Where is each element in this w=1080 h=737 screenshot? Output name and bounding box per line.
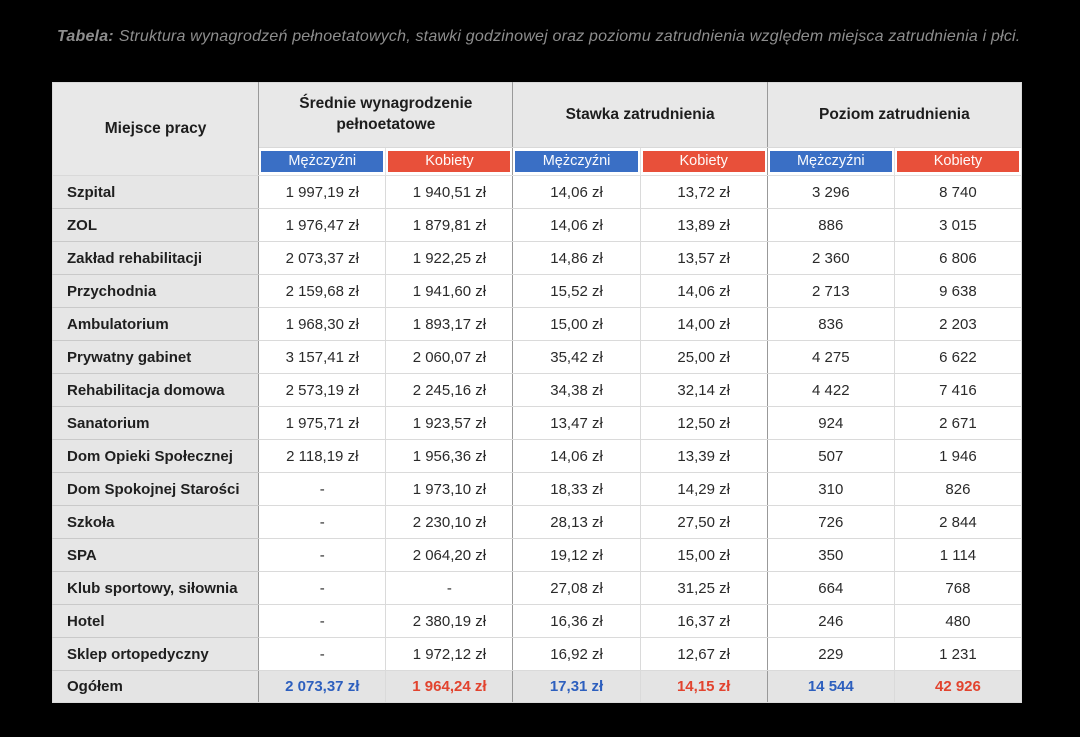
cell-value: 1 922,25 zł: [386, 242, 513, 275]
cell-value: -: [259, 506, 386, 539]
subheader-women-salary: Kobiety: [388, 151, 510, 172]
cell-value: 14,86 zł: [513, 242, 640, 275]
cell-value: 16,36 zł: [513, 605, 640, 638]
cell-value: 507: [767, 440, 894, 473]
band-cell: [894, 148, 1021, 176]
cell-value: 19,12 zł: [513, 539, 640, 572]
cell-value: 1 114: [894, 539, 1021, 572]
cell-value: 1 976,47 zł: [259, 209, 386, 242]
total-value: 14,15 zł: [640, 671, 767, 703]
total-value: 2 073,37 zł: [259, 671, 386, 703]
cell-value: 1 940,51 zł: [386, 176, 513, 209]
caption-text: Struktura wynagrodzeń pełnoetatowych, stawki godzinowej oraz poziomu zatrudnienia względem miejsca zatrudnienia i płci.: [118, 28, 1021, 45]
band-cell: [640, 148, 767, 176]
table-row: [53, 539, 1022, 572]
band-cell: [513, 148, 640, 176]
row-label: Sanatorium: [53, 407, 259, 440]
table-row: [53, 572, 1022, 605]
cell-value: 886: [767, 209, 894, 242]
cell-value: 2 064,20 zł: [386, 539, 513, 572]
table-row: [53, 473, 1022, 506]
table-row: [53, 242, 1022, 275]
cell-value: 6 622: [894, 341, 1021, 374]
cell-value: 1 973,10 zł: [386, 473, 513, 506]
cell-value: 1 946: [894, 440, 1021, 473]
cell-value: -: [259, 605, 386, 638]
cell-value: 14,06 zł: [513, 176, 640, 209]
row-label: Przychodnia: [53, 275, 259, 308]
cell-value: 12,50 zł: [640, 407, 767, 440]
cell-value: 1 968,30 zł: [259, 308, 386, 341]
cell-value: 12,67 zł: [640, 638, 767, 671]
total-value: 42 926: [894, 671, 1021, 703]
subheader-women-level: Kobiety: [897, 151, 1019, 172]
cell-value: 1 893,17 zł: [386, 308, 513, 341]
row-label: Szkoła: [53, 506, 259, 539]
group-header-row: [53, 83, 1022, 148]
caption-prefix: Tabela:: [57, 28, 114, 45]
subheader-women-rate: Kobiety: [643, 151, 765, 172]
subheader-men-level: Mężczyźni: [770, 151, 892, 172]
total-label: Ogółem: [53, 671, 259, 703]
subheader-men-rate: Mężczyźni: [515, 151, 637, 172]
cell-value: 14,00 zł: [640, 308, 767, 341]
row-label: SPA: [53, 539, 259, 572]
cell-value: 13,47 zł: [513, 407, 640, 440]
row-label: Sklep ortopedyczny: [53, 638, 259, 671]
cell-value: 1 997,19 zł: [259, 176, 386, 209]
cell-value: 664: [767, 572, 894, 605]
row-label: Klub sportowy, siłownia: [53, 572, 259, 605]
table-row: [53, 638, 1022, 671]
cell-value: 3 296: [767, 176, 894, 209]
cell-value: 1 972,12 zł: [386, 638, 513, 671]
cell-value: 4 275: [767, 341, 894, 374]
cell-value: 14,06 zł: [513, 209, 640, 242]
band-cell: [386, 148, 513, 176]
cell-value: 2 713: [767, 275, 894, 308]
cell-value: 14,29 zł: [640, 473, 767, 506]
cell-value: 27,50 zł: [640, 506, 767, 539]
subheader-men-salary: Mężczyźni: [261, 151, 383, 172]
cell-value: 15,00 zł: [513, 308, 640, 341]
cell-value: 1 879,81 zł: [386, 209, 513, 242]
table-row: [53, 374, 1022, 407]
cell-value: 2 360: [767, 242, 894, 275]
cell-value: 826: [894, 473, 1021, 506]
cell-value: 32,14 zł: [640, 374, 767, 407]
cell-value: 836: [767, 308, 894, 341]
cell-value: 15,52 zł: [513, 275, 640, 308]
cell-value: 13,39 zł: [640, 440, 767, 473]
cell-value: 3 015: [894, 209, 1021, 242]
cell-value: 924: [767, 407, 894, 440]
cell-value: 480: [894, 605, 1021, 638]
band-cell: [259, 148, 386, 176]
cell-value: 2 073,37 zł: [259, 242, 386, 275]
row-label: Szpital: [53, 176, 259, 209]
cell-value: 350: [767, 539, 894, 572]
cell-value: 4 422: [767, 374, 894, 407]
cell-value: 2 060,07 zł: [386, 341, 513, 374]
band-cell: [767, 148, 894, 176]
cell-value: 34,38 zł: [513, 374, 640, 407]
table-row: [53, 605, 1022, 638]
row-label: Ambulatorium: [53, 308, 259, 341]
cell-value: 1 231: [894, 638, 1021, 671]
cell-value: 2 245,16 zł: [386, 374, 513, 407]
cell-value: 9 638: [894, 275, 1021, 308]
cell-value: 27,08 zł: [513, 572, 640, 605]
table-caption: [57, 28, 1037, 46]
cell-value: -: [259, 572, 386, 605]
total-value: 17,31 zł: [513, 671, 640, 703]
column-header-miejsce-pracy: Miejsce pracy: [53, 83, 259, 176]
total-value: 1 964,24 zł: [386, 671, 513, 703]
cell-value: 16,92 zł: [513, 638, 640, 671]
cell-value: 8 740: [894, 176, 1021, 209]
cell-value: 13,89 zł: [640, 209, 767, 242]
row-label: Zakład rehabilitacji: [53, 242, 259, 275]
cell-value: 3 157,41 zł: [259, 341, 386, 374]
cell-value: 31,25 zł: [640, 572, 767, 605]
cell-value: -: [259, 638, 386, 671]
cell-value: 2 671: [894, 407, 1021, 440]
cell-value: 1 975,71 zł: [259, 407, 386, 440]
cell-value: 726: [767, 506, 894, 539]
cell-value: 28,13 zł: [513, 506, 640, 539]
row-label: Hotel: [53, 605, 259, 638]
cell-value: 2 118,19 zł: [259, 440, 386, 473]
cell-value: 768: [894, 572, 1021, 605]
cell-value: 6 806: [894, 242, 1021, 275]
cell-value: 2 159,68 zł: [259, 275, 386, 308]
table-row: [53, 209, 1022, 242]
cell-value: 229: [767, 638, 894, 671]
cell-value: 2 573,19 zł: [259, 374, 386, 407]
table-row: [53, 440, 1022, 473]
cell-value: 2 203: [894, 308, 1021, 341]
row-label: Prywatny gabinet: [53, 341, 259, 374]
cell-value: 15,00 zł: [640, 539, 767, 572]
group-header-hourly-rate: Stawka zatrudnienia: [513, 83, 767, 148]
table-row: [53, 308, 1022, 341]
cell-value: 246: [767, 605, 894, 638]
cell-value: -: [386, 572, 513, 605]
total-row: [53, 671, 1022, 703]
cell-value: 35,42 zł: [513, 341, 640, 374]
cell-value: -: [259, 539, 386, 572]
table-row: [53, 275, 1022, 308]
cell-value: -: [259, 473, 386, 506]
group-header-employment-level: Poziom zatrudnienia: [767, 83, 1021, 148]
row-label: ZOL: [53, 209, 259, 242]
total-value: 14 544: [767, 671, 894, 703]
cell-value: 18,33 zł: [513, 473, 640, 506]
cell-value: 14,06 zł: [640, 275, 767, 308]
cell-value: 7 416: [894, 374, 1021, 407]
cell-value: 16,37 zł: [640, 605, 767, 638]
table-row: [53, 506, 1022, 539]
cell-value: 2 844: [894, 506, 1021, 539]
cell-value: 1 941,60 zł: [386, 275, 513, 308]
table-row: [53, 407, 1022, 440]
cell-value: 2 380,19 zł: [386, 605, 513, 638]
row-label: Dom Spokojnej Starości: [53, 473, 259, 506]
cell-value: 1 956,36 zł: [386, 440, 513, 473]
row-label: Dom Opieki Społecznej: [53, 440, 259, 473]
salary-table: [52, 82, 1022, 703]
cell-value: 310: [767, 473, 894, 506]
cell-value: 13,72 zł: [640, 176, 767, 209]
group-header-average-salary: Średnie wynagrodzenie pełnoetatowe: [259, 83, 513, 148]
cell-value: 13,57 zł: [640, 242, 767, 275]
cell-value: 25,00 zł: [640, 341, 767, 374]
table-row: [53, 176, 1022, 209]
table-row: [53, 341, 1022, 374]
cell-value: 1 923,57 zł: [386, 407, 513, 440]
row-label: Rehabilitacja domowa: [53, 374, 259, 407]
cell-value: 14,06 zł: [513, 440, 640, 473]
cell-value: 2 230,10 zł: [386, 506, 513, 539]
